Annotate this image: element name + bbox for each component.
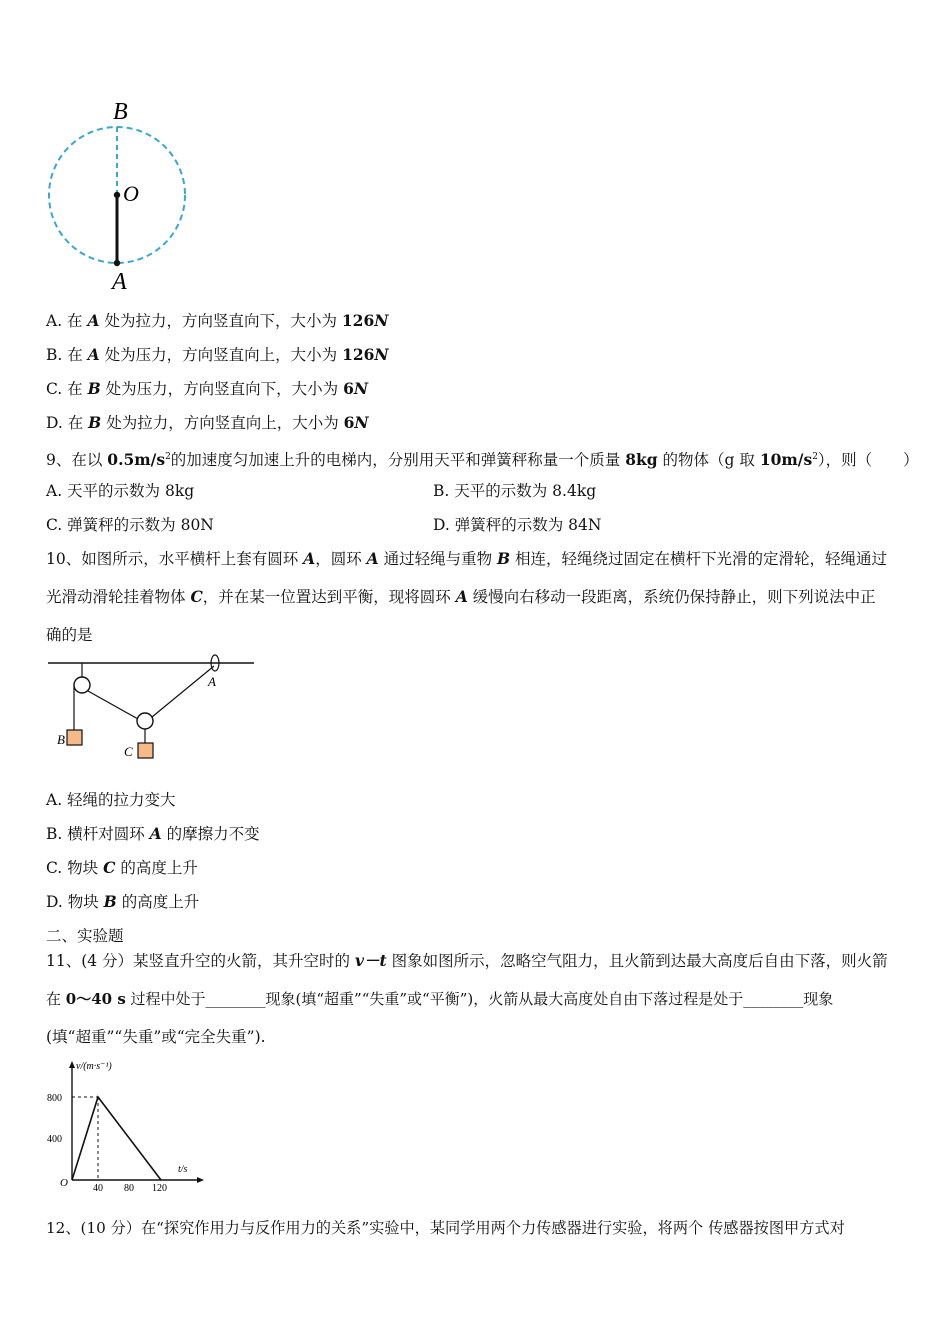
q10-stem-line3: 确的是 — [46, 626, 93, 644]
q11-stem-line1: 11、(4 分）某竖直升空的火箭，其升空时的 v－t 图象如图所示，忽略空气阻力，且火箭到达最大高度后自由下落，则火箭 — [46, 951, 888, 970]
label-A: A — [208, 674, 216, 689]
x-tick-80: 80 — [124, 1183, 134, 1194]
q8-option-b: B. 在 A 处为压力，方向竖直向上，大小为 126N — [46, 345, 389, 364]
rope-movable-to-ring — [152, 666, 214, 717]
fixed-pulley — [74, 677, 90, 693]
point-A — [114, 260, 120, 266]
q8-option-a: A. 在 A 处为拉力，方向竖直向下，大小为 126N — [46, 311, 389, 330]
label-B: B — [113, 99, 128, 125]
y-axis-label: v/(m·s⁻¹) — [76, 1061, 112, 1072]
pulley-figure — [40, 652, 265, 767]
q12-stem-line1: 12、(10 分）在“探究作用力与反作用力的关系”实验中，某同学用两个力传感器进行实验，将两个 传感器按图甲方式对 — [46, 1219, 845, 1237]
label-C: C — [124, 744, 133, 759]
q9-option-a: A. 天平的示数为 8kg — [46, 482, 195, 500]
q11-stem-line2: 在 0～40 s 过程中处于________现象(填“超重”“失重”或“平衡”)，火箭从最大高度处自由下落过程是处于________现象 — [46, 990, 834, 1008]
y-axis-arrow — [69, 1061, 75, 1068]
q10-option-d: D. 物块 B 的高度上升 — [46, 892, 200, 911]
q9-option-b: B. 天平的示数为 8.4kg — [433, 482, 597, 500]
movable-pulley — [137, 713, 153, 729]
label-O: O — [123, 181, 139, 206]
q10-stem-line2: 光滑动滑轮挂着物体 C，并在某一位置达到平衡，现将圆环 A 缓慢向右移动一段距离，系统仍保持静止，则下列说法中正 — [46, 587, 876, 606]
q10-stem-line1: 10、如图所示，水平横杆上套有圆环 A，圆环 A 通过轻绳与重物 B 相连，轻绳绕过固定在横杆下光滑的定滑轮，轻绳通过 — [46, 549, 888, 568]
x-axis-label: t/s — [178, 1164, 188, 1175]
q8-option-c: C. 在 B 处为压力，方向竖直向下，大小为 6N — [46, 379, 369, 398]
q11-stem-line3: (填“超重”“失重”或“完全失重”). — [46, 1028, 266, 1046]
origin-label: O — [60, 1177, 68, 1189]
circle-rod-figure — [40, 95, 200, 295]
x-tick-120: 120 — [152, 1183, 167, 1194]
section-heading: 二、实验题 — [46, 927, 124, 945]
x-axis-arrow — [197, 1177, 204, 1183]
rope-pulley-to-movable — [88, 691, 138, 719]
block-B — [67, 730, 82, 745]
label-A: A — [112, 269, 127, 295]
q10-option-c: C. 物块 C 的高度上升 — [46, 858, 198, 877]
vt-line — [72, 1097, 161, 1180]
q9-option-d: D. 弹簧秤的示数为 84N — [433, 516, 602, 534]
x-tick-40: 40 — [93, 1183, 103, 1194]
label-B: B — [57, 732, 65, 747]
q9-stem: 9、在以 $0.5m/s^2$的加速度匀加速上升的电梯内，分别用天平和弹簧秤称量一个质量 8kg 的物体（g 取 $10m/s^2$），则（ ） — [46, 450, 919, 470]
y-tick-800: 800 — [47, 1093, 62, 1104]
q10-option-b: B. 横杆对圆环 A 的摩擦力不变 — [46, 824, 260, 843]
q8-option-d: D. 在 B 处为拉力，方向竖直向上，大小为 6N — [46, 413, 369, 432]
point-O — [114, 192, 120, 198]
block-C — [138, 743, 153, 758]
q9-option-c: C. 弹簧秤的示数为 80N — [46, 516, 214, 534]
q10-option-a: A. 轻绳的拉力变大 — [46, 791, 176, 809]
y-tick-400: 400 — [47, 1134, 62, 1145]
vt-graph — [40, 1055, 210, 1195]
